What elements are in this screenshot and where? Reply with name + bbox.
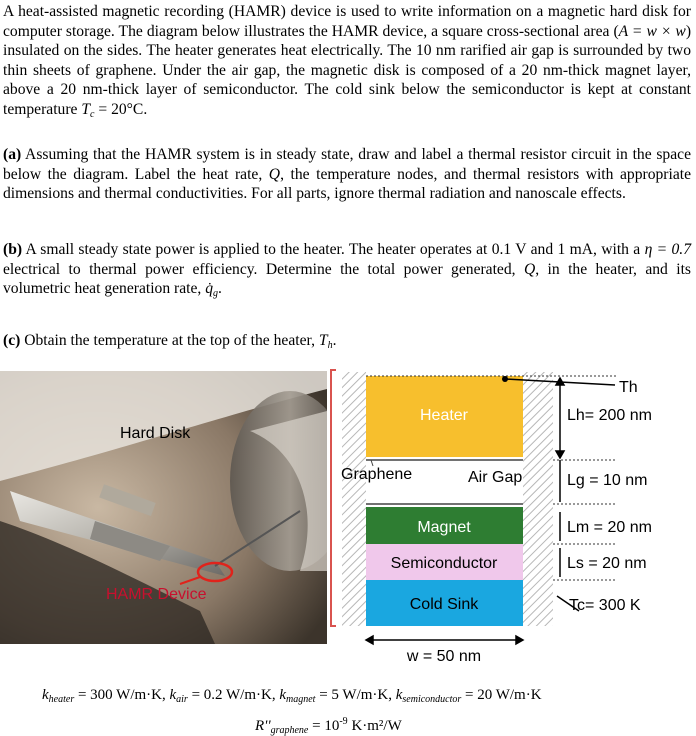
ls-label: Ls = 20 nm	[567, 555, 647, 572]
lg-label: Lg = 10 nm	[567, 472, 648, 489]
part-a-question: (a) Assuming that the HAMR system is in steady state, draw and label a thermal resistor circuit in the space below the diagram. Label the heat rate, Q, the temperature nodes, and thermal resistors with appropriate dimensions and thermal conductivities. For all parts, ignore thermal radiation and nanoscale effects.	[3, 146, 691, 203]
hard-disk-label: Hard Disk	[120, 425, 191, 442]
graphene-label: Graphene	[341, 466, 413, 483]
part-b-question: (b) A small steady state power is applied to the heater. The heater operates at 0.1 V and 1 mA, with a η = 0.7 electrical to thermal power efficiency. Determine the total power generated, Q, in the heater, and its volumetric heat generation rate, $q̇_g$.	[3, 241, 691, 300]
intro-paragraph: A heat-assisted magnetic recording (HAMR) device is used to write information on a magnetic hard disk for computer storage. The diagram below illustrates the HAMR device, a square cross-sectional area (A = w × w) insulated on the sides. The heater generates heat electrically. The 10 nm rarified air gap is surrounded by two thin sheets of graphene. Under the air gap, the magnetic disk is composed of a 20 nm-thick magnet layer, above a 20 nm-thick layer of semiconductor. The cold sink below the semiconductor is kept at constant temperature $T_c = 20^\circ C$.	[3, 3, 692, 120]
lh-label: Lh= 200 nm	[567, 407, 652, 424]
cold-sink-label: Cold Sink	[409, 596, 479, 613]
thermal-conductivities: $k_{heater} = 300$ W/m·K, $k_{air} = 0.2$ W/m·K, $k_{magnet} = 5$ W/m·K, $k_{semiconductor} = 20$ W/m·K	[42, 687, 542, 705]
left-insulation	[342, 372, 366, 626]
hamr-layer-diagram	[327, 368, 696, 668]
heater-label: Heater	[419, 407, 469, 424]
tc-label: Tc= 300 K	[569, 597, 641, 614]
width-label: w = 50 nm	[406, 648, 482, 665]
lm-label: Lm = 20 nm	[567, 519, 652, 536]
air-gap-label: Air Gap	[468, 469, 523, 486]
red-bracket	[331, 370, 336, 626]
hard-disk-photo	[0, 371, 327, 644]
right-insulation	[523, 372, 553, 626]
hamr-device-label: HAMR Device	[106, 586, 207, 603]
semiconductor-label: Semiconductor	[390, 555, 498, 572]
graphene-resistance: $R''_{graphene} = 10^{-9}$ K·m²/W	[255, 716, 402, 736]
part-c-question: (c) Obtain the temperature at the top of the heater, $T_h$.	[3, 332, 337, 351]
th-label: Th	[619, 379, 638, 396]
magnet-label: Magnet	[417, 519, 471, 536]
